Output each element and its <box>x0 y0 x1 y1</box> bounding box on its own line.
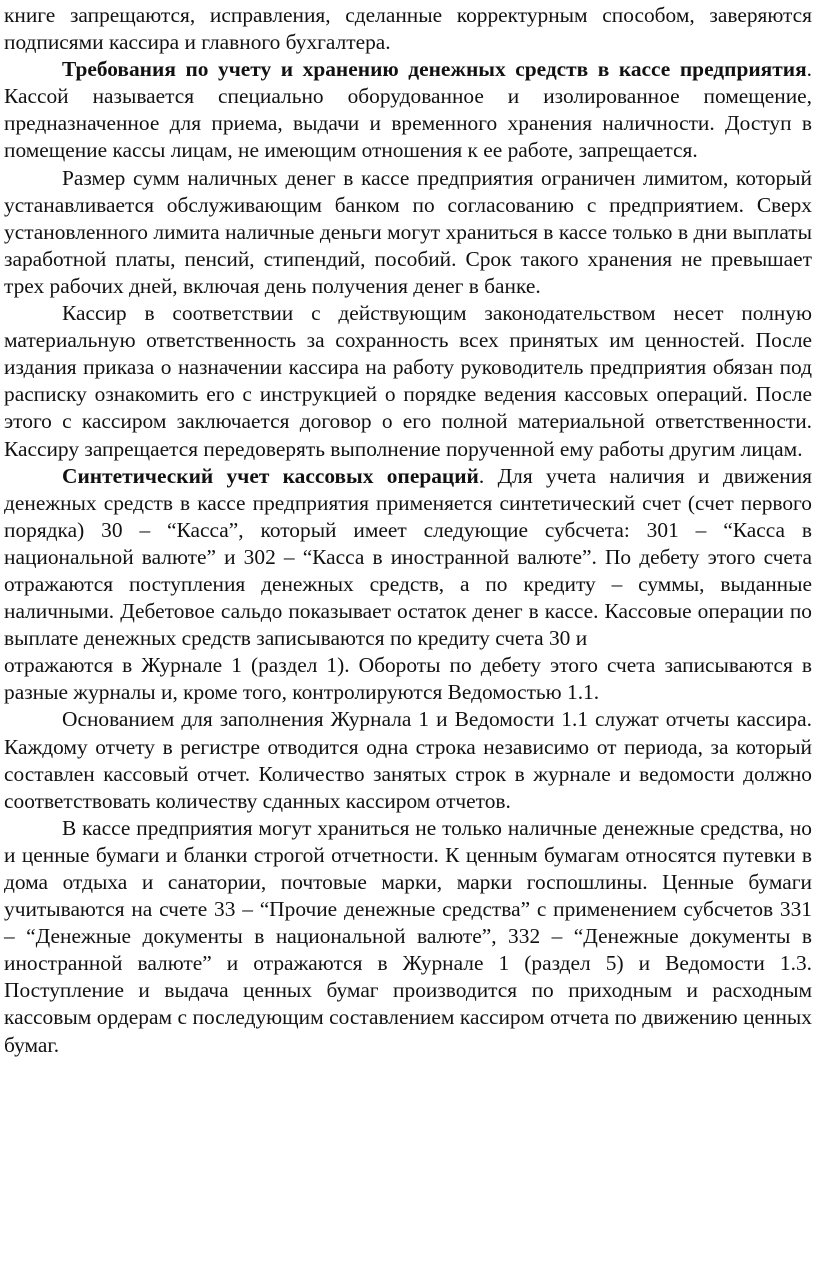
paragraph-text: В кассе предприятия могут храниться не только наличные денежные средства, но и ценные бумаги и бланки строгой отчетности. К ценным бумагам относятся путевки в дома отдыха и санатории, почтовые марки, марки госпошлины. Ценные бумаги учитываются на счете 33 – “Прочие денежные средства” с применением субсчетов 331 – “Денежные документы в национальной валюте”, 332 – “Денежные документы в иностранной валюте” и отражаются в Журнале 1 (раздел 5) и Ведомости 1.3. Поступление и выдача ценных бумаг производится по приходным и расходным кассовым ордерам с последующим составлением кассиром отчета по движению ценных бумаг. <box>4 815 812 1057</box>
paragraph-cashier-liability <box>4 300 812 463</box>
paragraph-cashier-reports <box>4 706 812 814</box>
paragraph-text: . Для учета наличия и движения денежных средств в кассе предприятия применяется синтетический счет (счет первого порядка) 30 – “Касса”, который имеет следующие субсчета: 301 – “Касса в национальной валюте” и 302 – “Касса в иностранной валюте”. По дебету этого счета отражаются поступления денежных средств, а по кредиту – суммы, выданные наличными. Дебетовое сальдо показывает остаток денег в кассе. Кассовые операции по выплате денежных средств записываются по кредиту счета 30 и <box>4 463 813 651</box>
paragraph-securities <box>4 815 812 1059</box>
section-heading-cash-storage: Требования по учету и хранению денежных средств в кассе предприятия <box>62 57 807 82</box>
paragraph-text: отражаются в Журнале 1 (раздел 1). Обороты по дебету этого счета записываются в разные журналы и, кроме того, контролируются Ведомостью 1.1. <box>4 653 812 705</box>
paragraph-synthetic-accounting-continued <box>4 652 812 706</box>
paragraph-text: Размер сумм наличных денег в кассе предприятия ограничен лимитом, который устанавливается обслуживающим банком по согласованию с предприятием. Сверх установленного лимита наличные деньги могут храниться в кассе только в дни выплаты заработной платы, пенсий, стипендий, пособий. Срок такого хранения не превышает трех рабочих дней, включая день получения денег в банке. <box>4 165 812 298</box>
paragraph-text: Кассир в соответствии с действующим законодательством несет полную материальную ответственность за сохранность всех принятых им ценностей. После издания приказа о назначении кассира на работу руководитель предприятия обязан под расписку ознакомить его с инструкцией о порядке ведения кассовых операций. После этого с кассиром заключается договор о его полной материальной ответственности. Кассиру запрещается передоверять выполнение порученной ему работы другим лицам. <box>4 301 812 461</box>
paragraph-text: Основанием для заполнения Журнала 1 и Ведомости 1.1 служат отчеты кассира. Каждому отчету в регистре отводится одна строка независимо от периода, за который составлен кассовый отчет. Количество занятых строк в журнале и ведомости должно соответствовать количеству сданных кассиром отчетов. <box>4 707 812 813</box>
paragraph-text: книге запрещаются, исправления, сделанные корректурным способом, заверяются подписями кассира и главного бухгалтера. <box>4 3 812 55</box>
paragraph-cash-storage-requirements <box>4 56 812 164</box>
paragraph-cash-limit <box>4 165 812 300</box>
section-heading-synthetic-accounting: Синтетический учет кассовых операций <box>62 463 479 488</box>
paragraph-synthetic-accounting <box>4 463 812 653</box>
paragraph-continuation <box>4 2 812 56</box>
paragraph-text: . Кассой называется специально оборудованное и изолированное помещение, предназначенное для приема, выдачи и временного хранения наличности. Доступ в помещение кассы лицам, не имеющим отношения к ее работе, запрещается. <box>4 57 812 163</box>
